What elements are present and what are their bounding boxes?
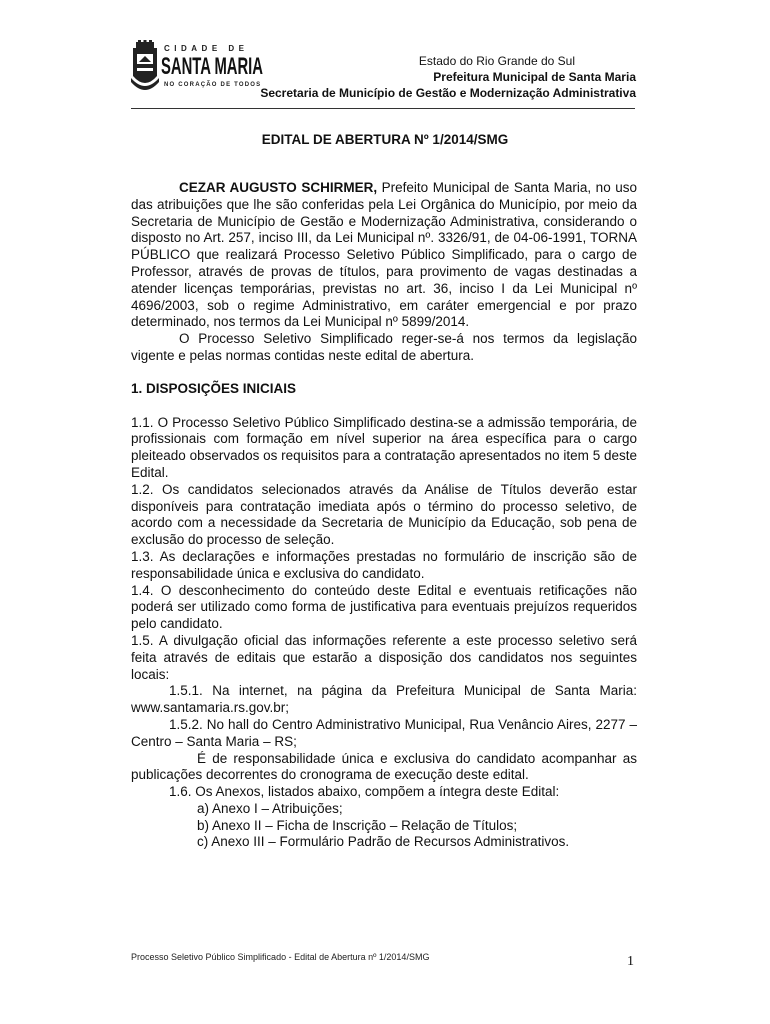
state-line: Estado do Rio Grande do Sul	[418, 54, 575, 68]
intro-paragraph-2: O Processo Seletivo Simplificado reger-se-á nos termos da legislação vigente e pelas normas contidas neste edital de abertura.	[131, 331, 637, 363]
document-body	[131, 180, 637, 851]
anexo-b: b) Anexo II – Ficha de Inscrição – Relação de Títulos;	[197, 817, 518, 833]
logo-bottom-text: NO CORAÇÃO DE TODOS	[164, 82, 262, 88]
item-1-3: 1.3. As declarações e informações prestadas no formulário de inscrição são de responsabilidade única e exclusiva do candidato.	[131, 548, 637, 581]
logo-top-text: CIDADE DE	[164, 44, 249, 53]
mayor-name: CEZAR AUGUSTO SCHIRMER,	[179, 180, 378, 195]
anexo-c: c) Anexo III – Formulário Padrão de Recursos Administrativos.	[197, 834, 570, 850]
secretaria-line: Secretaria de Município de Gestão e Modernização Administrativa	[260, 86, 636, 100]
item-1-1: 1.1. O Processo Seletivo Público Simplificado destina-se a admissão temporária, de profissionais com formação em nível superior na área específica para o cargo pleiteado observados os requisitos para a contratação apresentados no item 5 deste Edital.	[131, 414, 637, 480]
item-1-4: 1.4. O desconhecimento do conteúdo deste Edital e eventuais retificações não poderá ser utilizado como forma de justificativa para eventuais prejuízos requeridos pelo candidato.	[131, 582, 637, 632]
intro-text: Prefeito Municipal de Santa Maria, no uso das atribuições que lhe são conferidas pela Lei Orgânica do Município, por meio da Secretaria de Município de Gestão e Modernização Administrativa, considerando o disposto no Art. 257, inciso III, da Lei Municipal nº. 3326/91, de 04-06-1991, TORNA PÚBLICO que realizará Processo Seletivo Público Simplificado, para o cargo de Professor, através de provas de títulos, para provimento de vagas destinadas a atender licenças temporárias, previstas no art. 36, inciso I da Lei Municipal nº 4696/2003, sob o regime Administrativo, em caráter emergencial e por prazo determinado, nos termos da Lei Municipal nº 5899/2014.	[131, 180, 638, 330]
header-block	[0, 53, 636, 101]
intro-paragraph	[131, 180, 637, 331]
document-title: EDITAL DE ABERTURA Nº 1/2014/SMG	[261, 132, 509, 147]
responsibility-note: É de responsabilidade única e exclusiva do candidato acompanhar as publicações decorrentes do cronograma de execução deste edital.	[131, 750, 637, 783]
header-divider	[131, 108, 635, 109]
footer-text: Processo Seletivo Público Simplificado - Edital de Abertura nº 1/2014/SMG	[131, 952, 430, 962]
item-1-5-2: 1.5.2. No hall do Centro Administrativo Municipal, Rua Venâncio Aires, 2277 – Centro – Santa Maria – RS;	[131, 716, 637, 749]
prefeitura-line: Prefeitura Municipal de Santa Maria	[433, 70, 636, 84]
page-number: 1	[627, 954, 634, 969]
anexo-a: a) Anexo I – Atribuições;	[197, 800, 343, 816]
item-1-5-1: 1.5.1. Na internet, na página da Prefeitura Municipal de Santa Maria: www.santamaria.rs.gov.br;	[131, 683, 637, 716]
logo-name: SANTA MARIA	[161, 53, 263, 80]
item-1-5: 1.5. A divulgação oficial das informações referente a este processo seletivo será feita através de editais que estarão a disposição dos candidatos nos seguintes locais:	[131, 632, 637, 682]
item-1-2: 1.2. Os candidatos selecionados através da Análise de Títulos deverão estar disponíveis para contratação imediata após o término do processo seletivo, de acordo com a necessidade da Secretaria de Município da Educação, sob pena de exclusão do processo de seleção.	[131, 481, 637, 548]
section-heading: 1. DISPOSIÇÕES INICIAIS	[131, 380, 297, 396]
item-1-6: 1.6. Os Anexos, listados abaixo, compõem a íntegra deste Edital:	[169, 784, 560, 800]
